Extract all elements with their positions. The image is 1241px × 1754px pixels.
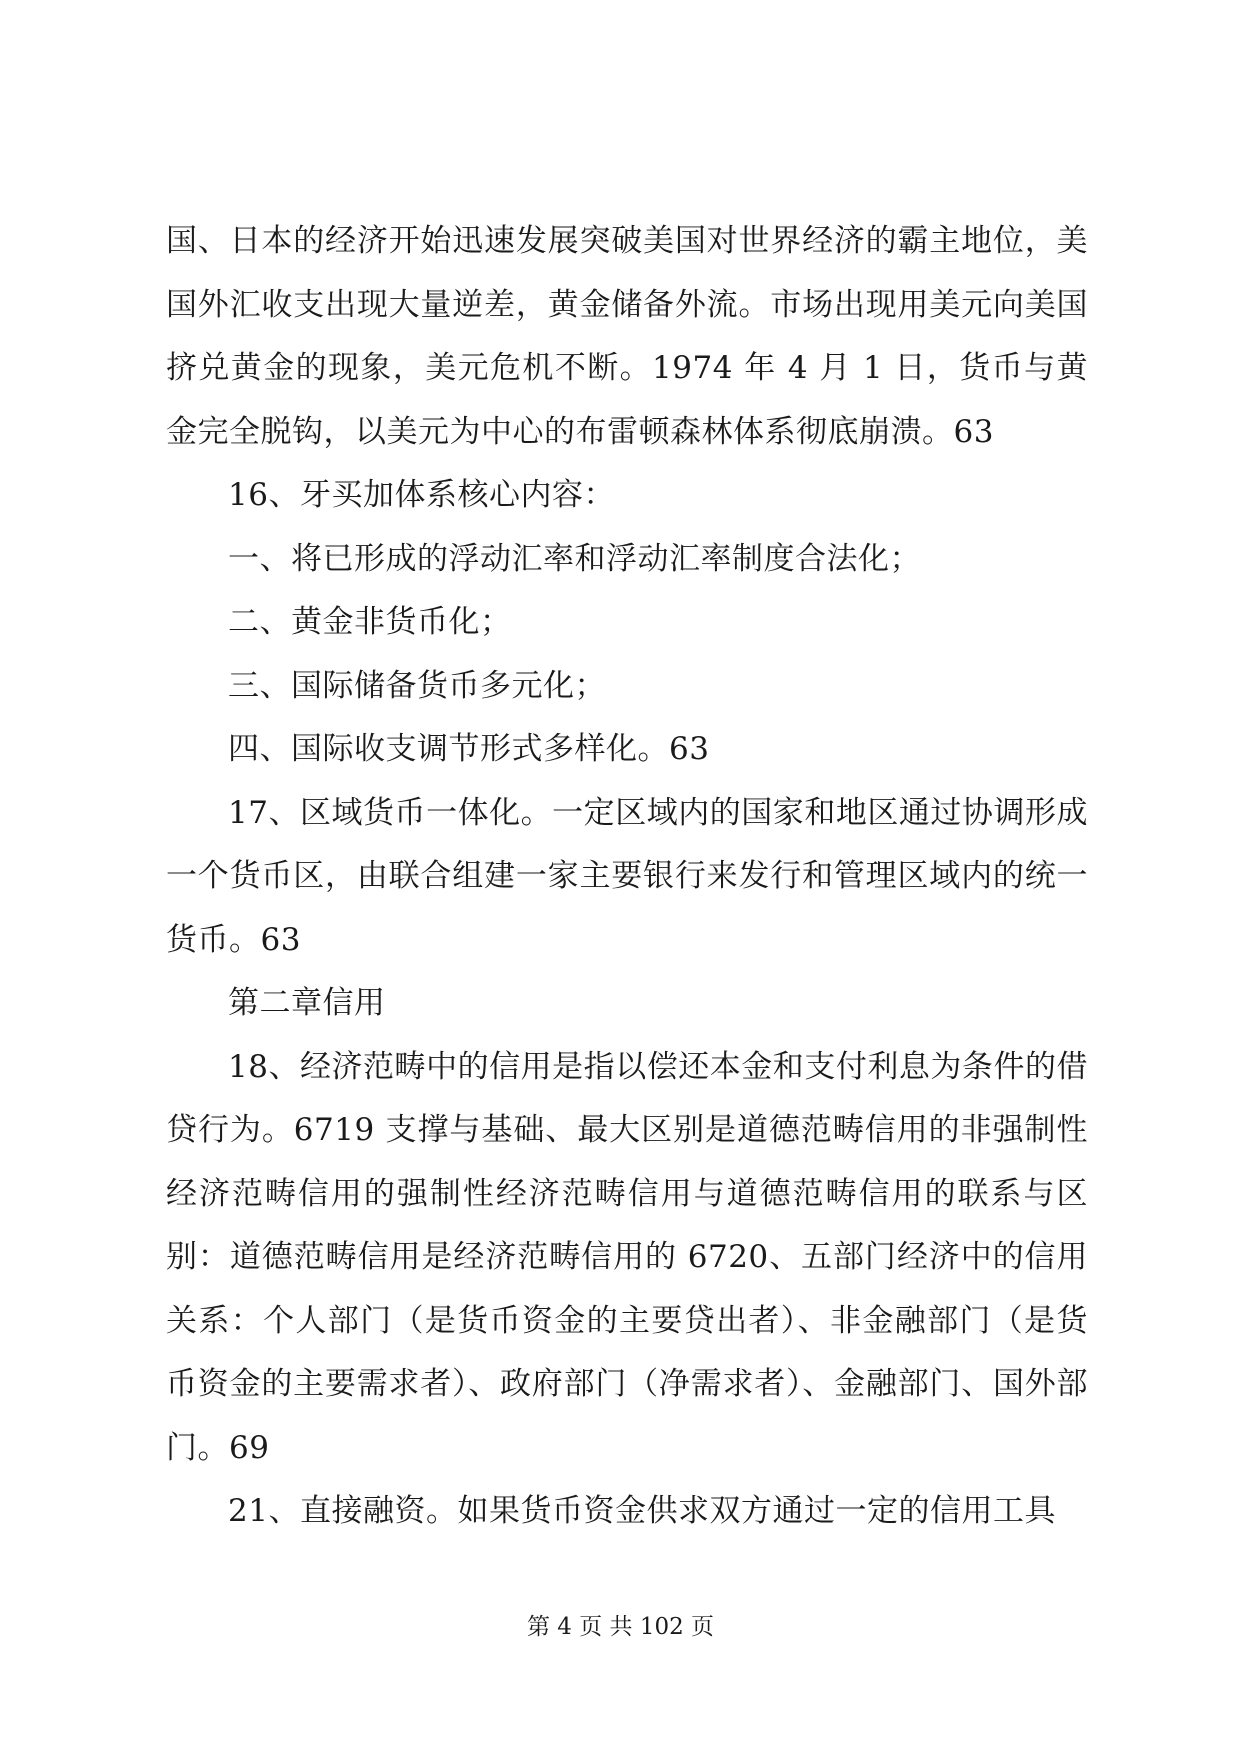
paragraph-item-18: 18、经济范畴中的信用是指以偿还本金和支付利息为条件的借贷行为。6719 支撑与基础、最大区别是道德范畴信用的非强制性经济范畴信用的强制性经济范畴信用与道德范畴信用的联系与区别：道德范畴信用是经济范畴信用的 6720、五部门经济中的信用关系：个人部门（是货币资金的主要贷出者）、非金融部门（是货币资金的主要需求者）、政府部门（净需求者）、金融部门、国外部门。69 (166, 1048, 1088, 1466)
document-body (166, 210, 1088, 1544)
paragraph-point-3: 三、国际储备货币多元化； (228, 667, 606, 704)
paragraph-item-16: 16、牙买加体系核心内容： (228, 477, 615, 513)
page-footer: 第 4 页 共 102 页 (526, 1614, 715, 1640)
paragraph-point-4: 四、国际收支调节形式多样化。63 (228, 731, 710, 767)
chapter-heading: 第二章信用 (228, 985, 386, 1021)
paragraph-continuation: 国、日本的经济开始迅速发展突破美国对世界经济的霸主地位，美国外汇收支出现大量逆差，黄金储备外流。市场出现用美元向美国挤兑黄金的现象，美元危机不断。1974 年 4 月 1 日，货币与黄金完全脱钩，以美元为中心的布雷顿森林体系彻底崩溃。63 (166, 223, 1088, 450)
paragraph-point-2: 二、黄金非货币化； (228, 604, 512, 640)
paragraph-point-1: 一、将已形成的浮动汇率和浮动汇率制度合法化； (228, 540, 921, 577)
paragraph-item-17: 17、区域货币一体化。一定区域内的国家和地区通过协调形成一个货币区，由联合组建一家主要银行来发行和管理区域内的统一货币。63 (166, 794, 1088, 958)
paragraph-item-21: 21、直接融资。如果货币资金供求双方通过一定的信用工具 (228, 1493, 1056, 1529)
